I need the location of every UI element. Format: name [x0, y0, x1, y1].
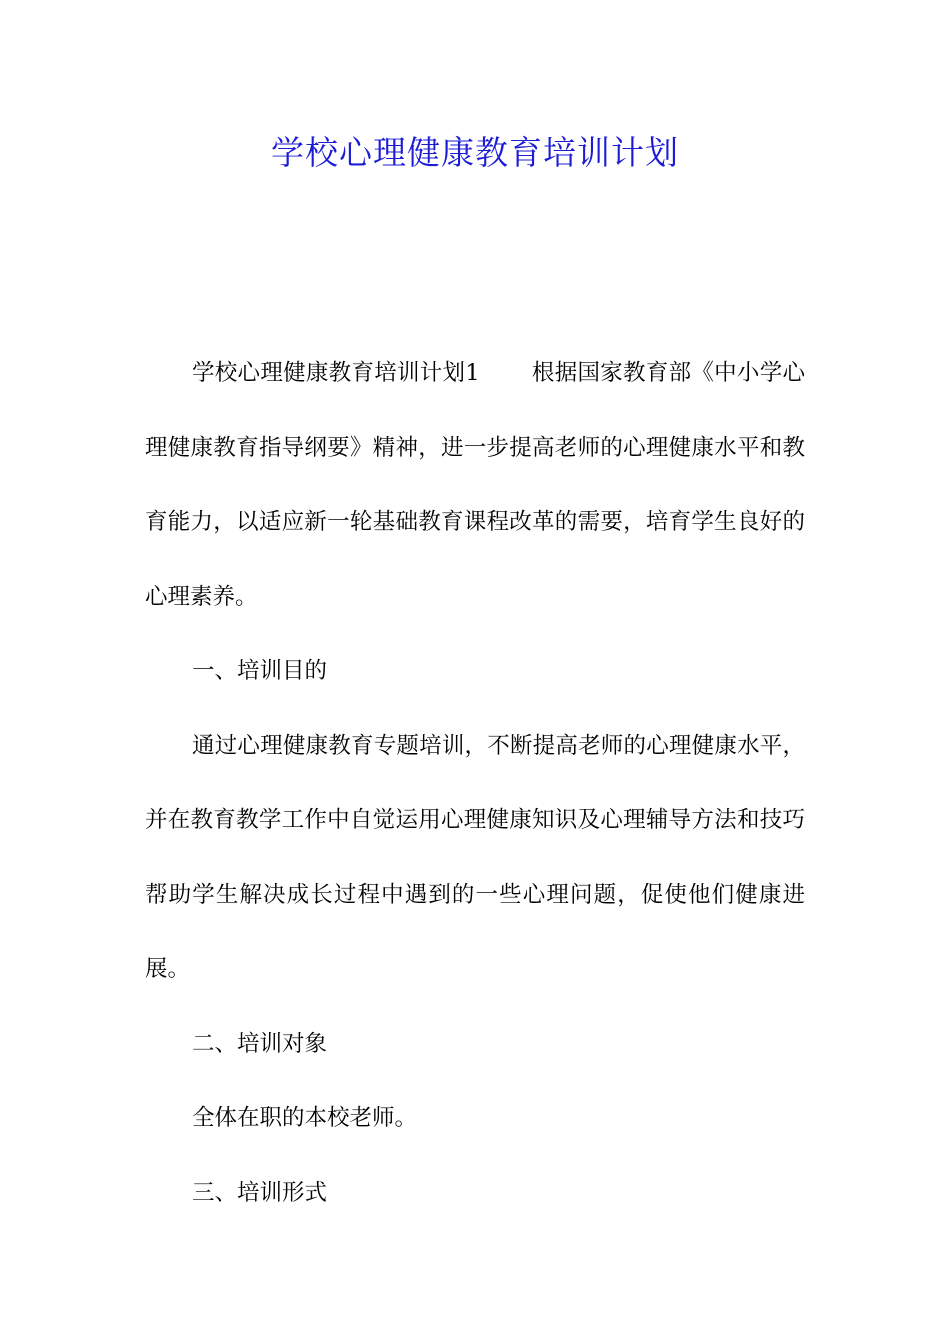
document-body — [145, 336, 805, 1230]
section-heading-purpose: 一、培训目的 — [192, 658, 328, 684]
plan-heading: 学校心理健康教育培训计划1 — [192, 360, 480, 386]
intro-text: 根据国家教育部《中小学心理健康教育指导纲要》精神，进一步提高老师的心理健康水平和教育能力，以适应新一轮基础教育课程改革的需要，培育学生良好的心理素养。 — [145, 360, 805, 610]
paragraph-intro — [145, 336, 805, 634]
document-title: 学校心理健康教育培训计划 — [271, 133, 679, 172]
section-heading-format: 三、培训形式 — [192, 1179, 328, 1206]
section-heading-audience: 二、培训对象 — [192, 1030, 328, 1057]
paragraph-purpose: 通过心理健康教育专题培训，不断提高老师的心理健康水平，并在教育教学工作中自觉运用心理健康知识及心理辅导方法和技巧帮助学生解决成长过程中遇到的一些心理问题，促使他们健康进展。 — [145, 732, 805, 982]
paragraph-audience: 全体在职的本校老师。 — [192, 1105, 418, 1131]
